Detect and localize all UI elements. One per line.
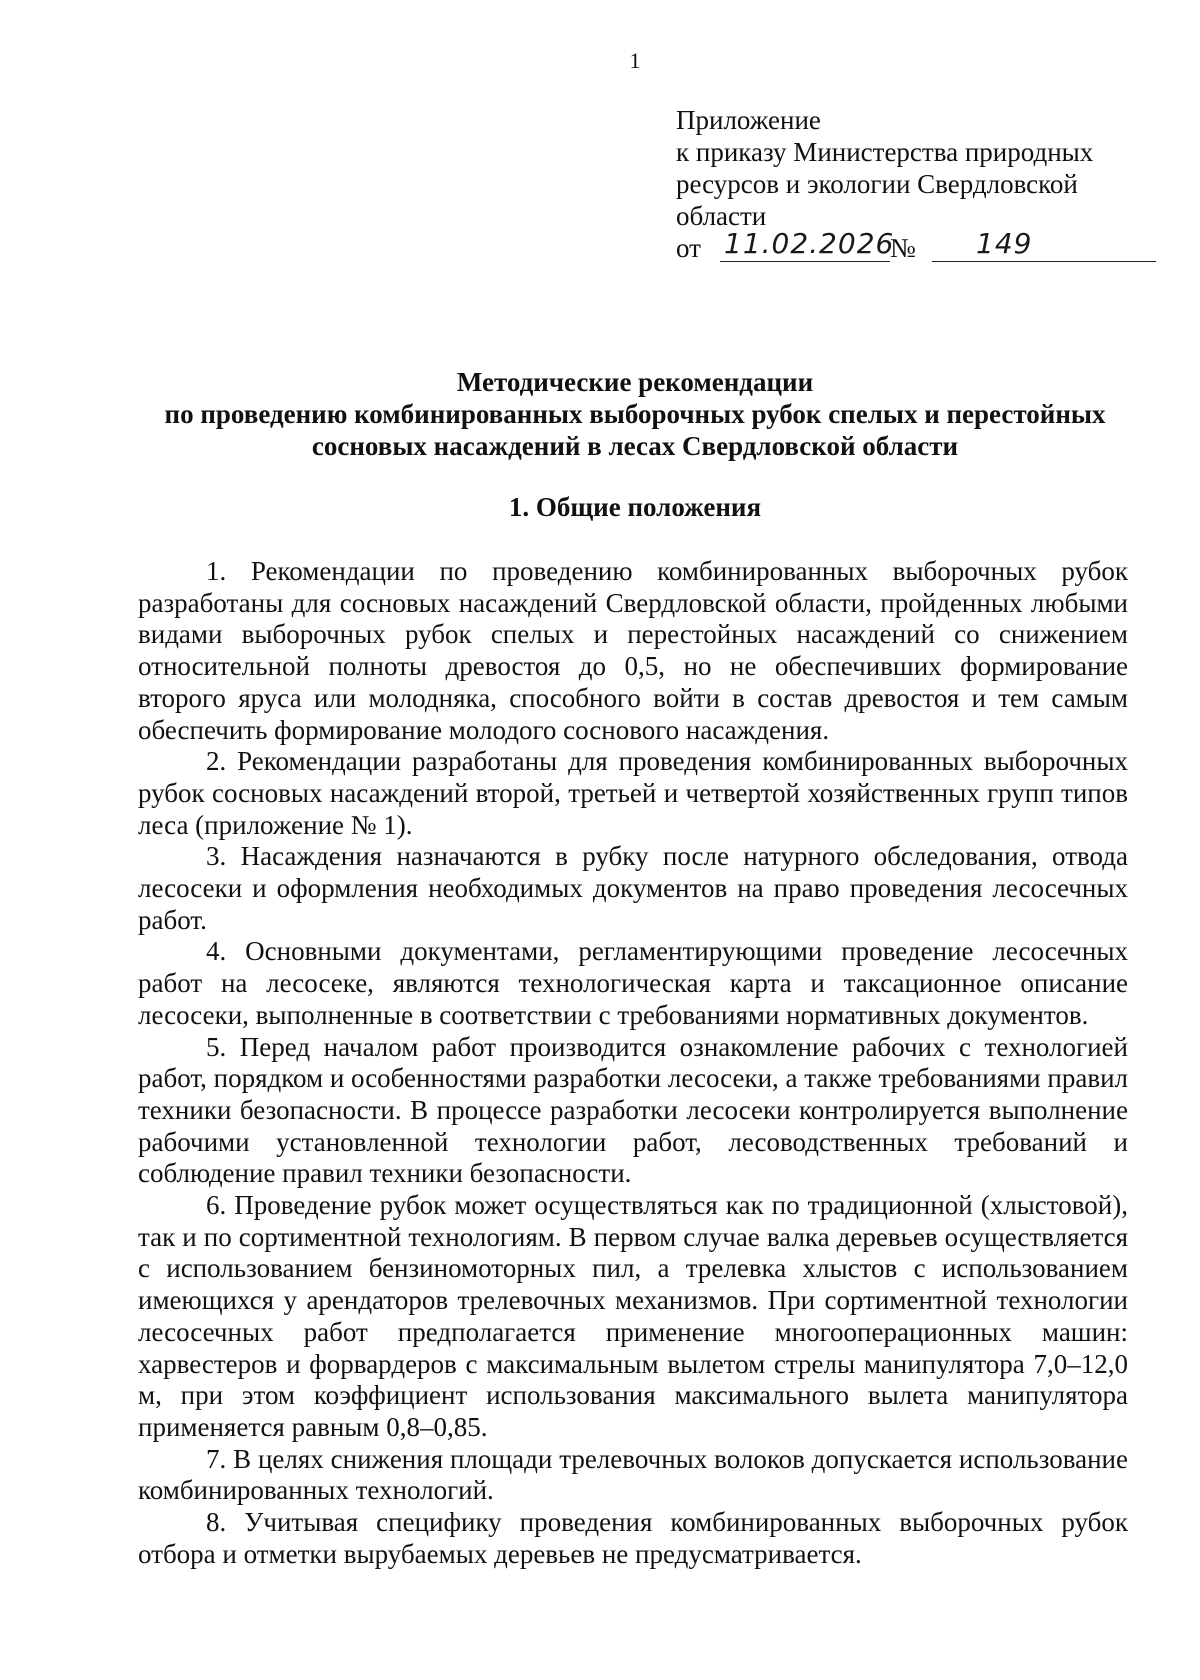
appendix-line: области [676, 201, 767, 231]
document-body [138, 556, 1128, 1571]
page-number: 1 [629, 48, 641, 73]
paragraph: 8. Учитывая специфику проведения комбинированных выборочных рубок отбора и отметки вырубаемых деревьев не предусматривается. [138, 1507, 1128, 1569]
title-line: Методические рекомендации [456, 367, 814, 397]
number-label: № [890, 233, 916, 263]
paragraph: 5. Перед началом работ производится ознакомление рабочих с технологией работ, порядком и особенностями разработки лесосеки, а также требованиями правил техники безопасности. В процессе разработки лесосеки контролируется выполнение рабочими установленной технологии работ, лесоводственных требований и соблюдение правил техники безопасности. [138, 1031, 1128, 1189]
number-underline [932, 261, 1156, 262]
order-date-line [676, 227, 1156, 264]
paragraph: 2. Рекомендации разработаны для проведения комбинированных выборочных рубок сосновых насаждений второй, третьей и четвертой хозяйственных групп типов леса (приложение № 1). [138, 746, 1128, 840]
title-line: сосновых насаждений в лесах Свердловской области [311, 431, 959, 461]
paragraph: 7. В целях снижения площади трелевочных волоков допускается использование комбинированных технологий. [138, 1443, 1128, 1506]
title-line: по проведению комбинированных выборочных рубок спелых и перестойных [164, 399, 1106, 429]
date-label: от [676, 233, 701, 263]
appendix-block [676, 104, 1156, 264]
paragraph: 6. Проведение рубок может осуществляться как по традиционной (хлыстовой), так и по сортиментной технологиям. В первом случае валка деревьев осуществляется с использованием бензиномоторных пил, а трелевка хлыстов с использованием имеющихся у арендаторов трелевочных механизмов. При сортиментной технологии лесосечных работ предполагается применение многооперационных машин: харвестеров и форвардеров с максимальным вылетом стрелы манипулятора 7,0–12,0 м, при этом коэффициент использования максимального вылета манипулятора применяется равным 0,8–0,85. [138, 1190, 1128, 1442]
appendix-line: к приказу Министерства природных [676, 137, 1094, 167]
paragraph: 1. Рекомендации по проведению комбинированных выборочных рубок разработаны для сосновых насаждений Свердловской области, пройденных любыми видами выборочных рубок спелых и перестойных насаждений со снижением относительной полноты древостоя до 0,5, но не обеспечивших формирование второго яруса или молодняка, способного войти в состав древостоя и тем самым обеспечить формирование молодого соснового насаждения. [138, 556, 1128, 745]
date-underline [720, 261, 890, 262]
section-heading: 1. Общие положения [508, 492, 762, 522]
document-title [0, 366, 1200, 462]
order-number-handwritten: 149 [976, 227, 1033, 260]
appendix-title: Приложение [676, 105, 821, 135]
paragraph: 3. Насаждения назначаются в рубку после натурного обследования, отвода лесосеки и оформления необходимых документов на право проведения лесосечных работ. [138, 841, 1128, 935]
paragraph: 4. Основными документами, регламентирующими проведение лесосечных работ на лесосеке, являются технологическая карта и таксационное описание лесосеки, выполненные в соответствии с требованиями нормативных документов. [138, 936, 1128, 1030]
order-date-handwritten: 11.02.2026 [724, 227, 895, 260]
appendix-line: ресурсов и экологии Свердловской [676, 169, 1078, 199]
